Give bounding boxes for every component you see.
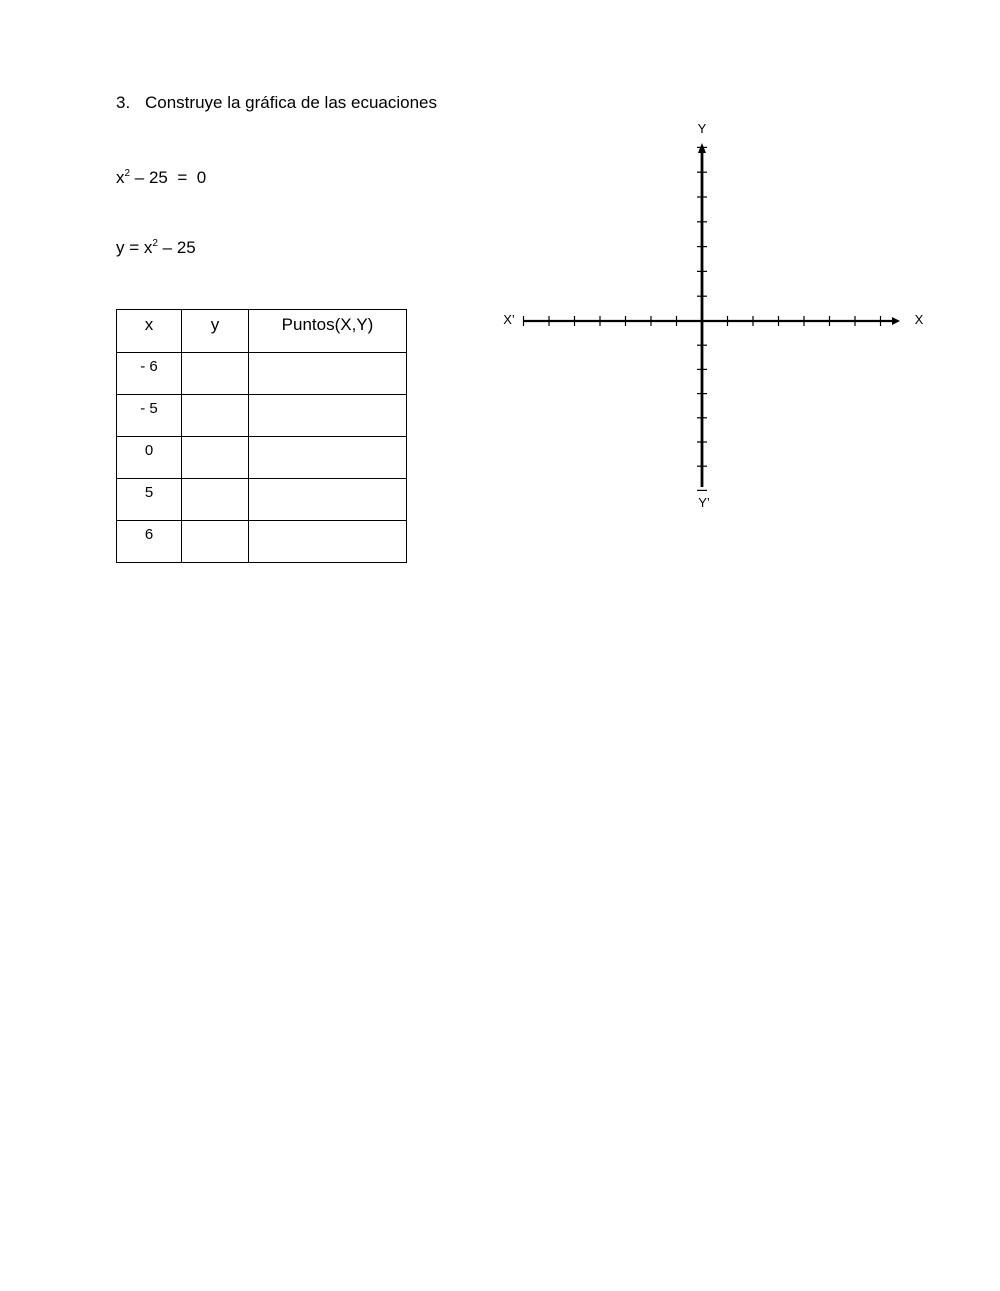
cell-y-input[interactable]	[182, 437, 249, 479]
cell-point-input[interactable]	[249, 395, 407, 437]
table-row	[117, 395, 407, 437]
table-row	[117, 353, 407, 395]
cell-x: - 5	[117, 395, 182, 437]
header-points: Puntos(X,Y)	[249, 310, 407, 353]
cell-x: 5	[117, 479, 182, 521]
cell-y-input[interactable]	[182, 353, 249, 395]
cartesian-plane	[495, 115, 935, 515]
question-heading	[116, 93, 437, 113]
cell-x: 6	[117, 521, 182, 563]
table-row	[117, 437, 407, 479]
cell-point-input[interactable]	[249, 479, 407, 521]
header-x: x	[117, 310, 182, 353]
cell-point-input[interactable]	[249, 353, 407, 395]
equation-quadratic: $x^2 - 25 = 0$	[116, 168, 207, 187]
cell-y-input[interactable]	[182, 395, 249, 437]
x-axis-arrow	[892, 317, 900, 325]
cell-x: 0	[117, 437, 182, 479]
table-row	[117, 521, 407, 563]
exponent: 2	[152, 238, 158, 249]
cell-x: - 6	[117, 353, 182, 395]
header-y: y	[182, 310, 249, 353]
cell-point-input[interactable]	[249, 437, 407, 479]
equation-function: $y = x^2 - 25$	[116, 238, 196, 257]
cell-point-input[interactable]	[249, 521, 407, 563]
question-number: 3.	[116, 93, 131, 112]
table-header-row	[117, 310, 407, 353]
y-axis-positive-label: Y	[697, 121, 707, 136]
x-axis-negative-label: X’	[503, 312, 515, 327]
cell-y-input[interactable]	[182, 479, 249, 521]
values-table	[116, 309, 407, 563]
y-axis-negative-label: Y’	[698, 495, 710, 510]
question-text: Construye la gráfica de las ecuaciones	[145, 93, 437, 112]
x-axis-positive-label: X	[914, 312, 924, 327]
cell-y-input[interactable]	[182, 521, 249, 563]
table-row	[117, 479, 407, 521]
exponent: 2	[124, 168, 131, 179]
